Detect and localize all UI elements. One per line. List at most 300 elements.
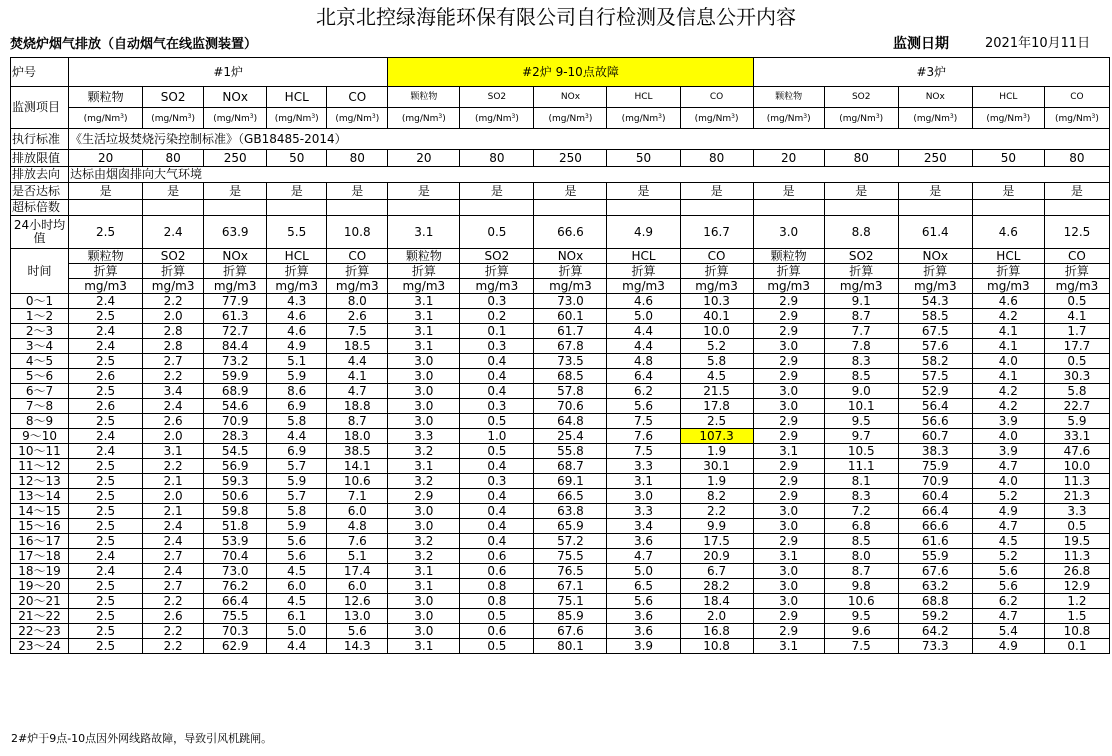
time-label: 时间 <box>11 249 69 294</box>
unit-suffix: ) <box>191 114 196 124</box>
exceed-multiple-value <box>680 200 753 216</box>
hour-value: 2.0 <box>680 609 753 624</box>
hourly-unit-label: mg/m3 <box>972 279 1044 294</box>
exceed-multiple-value <box>388 200 460 216</box>
hour-value: 1.9 <box>680 444 753 459</box>
limit-value: 50 <box>607 150 680 167</box>
hour-value: 38.3 <box>898 444 972 459</box>
pollutant-header: NOx <box>534 87 607 108</box>
hourly-pollutant-header: CO <box>327 249 388 264</box>
hour-value: 6.0 <box>267 579 327 594</box>
limit-value: 20 <box>753 150 824 167</box>
compliant-value: 是 <box>69 183 143 200</box>
hour-value: 5.8 <box>1044 384 1109 399</box>
hour-value: 8.5 <box>824 369 898 384</box>
hour-label: 7～8 <box>11 399 69 414</box>
hour-value: 4.5 <box>267 594 327 609</box>
hour-value: 2.1 <box>143 504 204 519</box>
hour-value: 1.0 <box>460 429 534 444</box>
limit-value: 20 <box>388 150 460 167</box>
hour-value: 4.4 <box>607 324 680 339</box>
hour-value: 14.1 <box>327 459 388 474</box>
exceed-multiple-value <box>607 200 680 216</box>
hour-value: 8.2 <box>680 489 753 504</box>
hour-value: 3.2 <box>388 534 460 549</box>
hour-value: 75.9 <box>898 459 972 474</box>
hour-value: 4.9 <box>267 339 327 354</box>
pollutant-header: CO <box>327 87 388 108</box>
hour-label: 2～3 <box>11 324 69 339</box>
hour-label: 9～10 <box>11 429 69 444</box>
hour-row <box>11 369 1110 384</box>
hour-value: 0.1 <box>1044 639 1109 654</box>
hour-value: 61.7 <box>534 324 607 339</box>
hour-value: 67.1 <box>534 579 607 594</box>
unit-label <box>267 108 327 129</box>
limit-value: 80 <box>680 150 753 167</box>
hour-value: 5.0 <box>607 564 680 579</box>
avg24-value: 2.5 <box>69 216 143 249</box>
pollutant-header: 颗粒物 <box>388 87 460 108</box>
hour-label: 10～11 <box>11 444 69 459</box>
hour-value: 40.1 <box>680 309 753 324</box>
hour-value: 2.6 <box>327 309 388 324</box>
hour-row <box>11 384 1110 399</box>
hour-value: 4.6 <box>267 309 327 324</box>
hourly-unit-label: mg/m3 <box>1044 279 1109 294</box>
unit-exponent: 3 <box>438 113 443 120</box>
hour-value: 0.5 <box>460 444 534 459</box>
unit-suffix: ) <box>879 114 884 124</box>
hour-value: 2.8 <box>143 339 204 354</box>
hour-value: 3.0 <box>388 399 460 414</box>
hour-value: 2.5 <box>69 474 143 489</box>
hour-value: 3.6 <box>607 609 680 624</box>
hour-value: 4.6 <box>972 294 1044 309</box>
pollutant-header: CO <box>1044 87 1109 108</box>
unit-exponent: 3 <box>511 113 516 120</box>
hour-value: 20.9 <box>680 549 753 564</box>
hour-value: 2.5 <box>680 414 753 429</box>
hourly-unit-label: mg/m3 <box>824 279 898 294</box>
hour-value: 21.5 <box>680 384 753 399</box>
unit-prefix: (mg/Nm <box>766 114 804 124</box>
hour-value: 57.6 <box>898 339 972 354</box>
hour-value: 8.0 <box>824 549 898 564</box>
hour-value: 66.4 <box>204 594 267 609</box>
hour-row <box>11 594 1110 609</box>
hour-value: 2.4 <box>69 339 143 354</box>
hour-value: 0.4 <box>460 459 534 474</box>
hour-row <box>11 504 1110 519</box>
hour-value: 0.3 <box>460 294 534 309</box>
hour-value: 2.9 <box>753 534 824 549</box>
unit-prefix: (mg/Nm <box>986 114 1023 124</box>
report-title: 北京北控绿海能环保有限公司自行检测及信息公开内容 <box>316 5 796 29</box>
hour-value: 3.1 <box>388 294 460 309</box>
avg24-value: 16.7 <box>680 216 753 249</box>
hour-value: 3.0 <box>607 489 680 504</box>
exceed-multiple-value <box>460 200 534 216</box>
exceed-multiple-value <box>898 200 972 216</box>
hour-value: 69.1 <box>534 474 607 489</box>
limit-value: 80 <box>824 150 898 167</box>
avg24-value: 8.8 <box>824 216 898 249</box>
limit-value: 50 <box>267 150 327 167</box>
hour-value: 5.9 <box>267 474 327 489</box>
hour-value: 73.0 <box>534 294 607 309</box>
compliant-value: 是 <box>204 183 267 200</box>
hourly-unit-label: mg/m3 <box>607 279 680 294</box>
footnote: 2#炉于9点-10点因外网线路故障，导致引风机跳闸。 <box>11 732 273 745</box>
avg24-value: 63.9 <box>204 216 267 249</box>
hour-value: 0.4 <box>460 369 534 384</box>
hour-value: 0.5 <box>460 609 534 624</box>
hourly-unit-label: mg/m3 <box>460 279 534 294</box>
hour-value: 3.0 <box>753 594 824 609</box>
hour-label: 5～6 <box>11 369 69 384</box>
hour-value: 7.5 <box>607 414 680 429</box>
pollutant-header: SO2 <box>824 87 898 108</box>
hour-value: 3.1 <box>607 474 680 489</box>
hour-value: 4.2 <box>972 399 1044 414</box>
hourly-unit-label: mg/m3 <box>898 279 972 294</box>
hourly-unit-label: mg/m3 <box>680 279 753 294</box>
standard-text: 《生活垃圾焚烧污染控制标准》（GB18485-2014） <box>69 129 1110 150</box>
hour-value: 80.1 <box>534 639 607 654</box>
hour-value: 3.0 <box>753 384 824 399</box>
hour-value: 51.8 <box>204 519 267 534</box>
hour-value: 60.4 <box>898 489 972 504</box>
compliant-value: 是 <box>534 183 607 200</box>
hour-value: 60.7 <box>898 429 972 444</box>
hour-value: 22.7 <box>1044 399 1109 414</box>
destination-text: 达标由烟囱排向大气环境 <box>69 167 1110 183</box>
compliant-value: 是 <box>824 183 898 200</box>
hour-value: 11.1 <box>824 459 898 474</box>
hour-value: 0.5 <box>460 414 534 429</box>
unit-exponent: 3 <box>803 113 808 120</box>
hour-value: 85.9 <box>534 609 607 624</box>
pollutant-header: SO2 <box>460 87 534 108</box>
hour-value: 56.6 <box>898 414 972 429</box>
hour-value: 3.4 <box>607 519 680 534</box>
hourly-pollutant-header: CO <box>680 249 753 264</box>
unit-label <box>607 108 680 129</box>
hourly-conv-row <box>11 264 1110 279</box>
hour-label: 12～13 <box>11 474 69 489</box>
exceedance-value: 107.3 <box>680 429 753 444</box>
hour-value: 4.1 <box>972 339 1044 354</box>
hour-value: 9.0 <box>824 384 898 399</box>
hour-value: 3.0 <box>753 339 824 354</box>
hourly-unit-row <box>11 279 1110 294</box>
hourly-pollutant-header: HCL <box>267 249 327 264</box>
hourly-pollutant-header: CO <box>1044 249 1109 264</box>
hour-value: 8.6 <box>267 384 327 399</box>
pollutant-header: 颗粒物 <box>69 87 143 108</box>
hour-value: 3.0 <box>388 624 460 639</box>
unit-label <box>143 108 204 129</box>
unit-exponent: 3 <box>1022 113 1027 120</box>
conversion-label: 折算 <box>204 264 267 279</box>
hour-value: 4.1 <box>972 324 1044 339</box>
hour-value: 9.6 <box>824 624 898 639</box>
limit-value: 80 <box>460 150 534 167</box>
unit-label <box>534 108 607 129</box>
unit-exponent: 3 <box>875 113 880 120</box>
exceed-multiple-value <box>327 200 388 216</box>
hour-value: 7.5 <box>327 324 388 339</box>
hour-row <box>11 339 1110 354</box>
hour-value: 2.4 <box>143 519 204 534</box>
hour-value: 2.6 <box>69 369 143 384</box>
unit-exponent: 3 <box>658 113 662 120</box>
furnace-label: 炉号 <box>11 58 69 87</box>
hour-value: 0.8 <box>460 579 534 594</box>
hour-value: 10.1 <box>824 399 898 414</box>
hour-value: 56.9 <box>204 459 267 474</box>
hour-row <box>11 354 1110 369</box>
hour-value: 77.9 <box>204 294 267 309</box>
hour-label: 18～19 <box>11 564 69 579</box>
avg24-value: 10.8 <box>327 216 388 249</box>
hour-value: 68.9 <box>204 384 267 399</box>
hour-value: 4.8 <box>327 519 388 534</box>
hour-row <box>11 294 1110 309</box>
hour-value: 75.5 <box>204 609 267 624</box>
hour-value: 59.2 <box>898 609 972 624</box>
avg24-value: 12.5 <box>1044 216 1109 249</box>
hour-value: 2.5 <box>69 504 143 519</box>
hour-value: 2.6 <box>143 609 204 624</box>
unit-label <box>972 108 1044 129</box>
compliant-value: 是 <box>460 183 534 200</box>
hour-value: 2.4 <box>143 534 204 549</box>
hour-label: 6～7 <box>11 384 69 399</box>
conversion-label: 折算 <box>972 264 1044 279</box>
unit-label <box>1044 108 1109 129</box>
hour-value: 67.8 <box>534 339 607 354</box>
hour-value: 2.9 <box>753 489 824 504</box>
hour-value: 58.2 <box>898 354 972 369</box>
hour-value: 3.1 <box>753 444 824 459</box>
compliant-value: 是 <box>753 183 824 200</box>
unit-exponent: 3 <box>371 113 376 120</box>
hour-value: 5.6 <box>972 579 1044 594</box>
hour-value: 4.2 <box>972 309 1044 324</box>
hour-value: 4.4 <box>267 429 327 444</box>
avg24-value: 3.0 <box>753 216 824 249</box>
hour-value: 54.6 <box>204 399 267 414</box>
hour-value: 4.5 <box>680 369 753 384</box>
pollutant-header: HCL <box>607 87 680 108</box>
hour-value: 6.2 <box>972 594 1044 609</box>
hour-value: 3.2 <box>388 474 460 489</box>
hour-value: 67.6 <box>534 624 607 639</box>
hour-value: 3.0 <box>388 369 460 384</box>
hour-value: 1.5 <box>1044 609 1109 624</box>
hour-value: 38.5 <box>327 444 388 459</box>
hour-value: 5.9 <box>1044 414 1109 429</box>
pollutant-name-row <box>11 87 1110 108</box>
conversion-label: 折算 <box>388 264 460 279</box>
limit-value: 250 <box>534 150 607 167</box>
unit-suffix: ) <box>515 114 519 124</box>
hour-label: 22～23 <box>11 624 69 639</box>
hour-value: 3.2 <box>388 444 460 459</box>
hour-row <box>11 429 1110 444</box>
unit-label <box>327 108 388 129</box>
unit-prefix: (mg/Nm <box>474 114 512 124</box>
hour-value: 54.3 <box>898 294 972 309</box>
standard-label: 执行标准 <box>11 129 69 150</box>
hour-value: 59.3 <box>204 474 267 489</box>
avg24-value: 2.4 <box>143 216 204 249</box>
hour-value: 28.3 <box>204 429 267 444</box>
hour-value: 10.8 <box>1044 624 1109 639</box>
hour-value: 7.7 <box>824 324 898 339</box>
pollutant-header: HCL <box>267 87 327 108</box>
hour-value: 68.7 <box>534 459 607 474</box>
hour-value: 2.9 <box>753 354 824 369</box>
hour-value: 3.9 <box>972 414 1044 429</box>
compliant-value: 是 <box>267 183 327 200</box>
hour-value: 7.8 <box>824 339 898 354</box>
hour-value: 10.3 <box>680 294 753 309</box>
unit-row <box>11 108 1110 129</box>
emission-table <box>10 57 1110 654</box>
hour-row <box>11 459 1110 474</box>
hour-value: 2.0 <box>143 489 204 504</box>
hour-row <box>11 624 1110 639</box>
date-label: 监测日期 <box>893 36 949 52</box>
hour-value: 3.0 <box>753 399 824 414</box>
hour-value: 2.5 <box>69 624 143 639</box>
hour-value: 68.8 <box>898 594 972 609</box>
hour-value: 8.3 <box>824 489 898 504</box>
conversion-label: 折算 <box>1044 264 1109 279</box>
hour-value: 5.6 <box>267 534 327 549</box>
pollutant-header: SO2 <box>143 87 204 108</box>
conversion-label: 折算 <box>824 264 898 279</box>
hour-value: 8.7 <box>327 414 388 429</box>
hour-value: 25.4 <box>534 429 607 444</box>
limit-value: 80 <box>327 150 388 167</box>
hour-value: 2.5 <box>69 309 143 324</box>
avg24-value: 4.6 <box>972 216 1044 249</box>
hour-label: 19～20 <box>11 579 69 594</box>
unit-suffix: ) <box>375 114 380 124</box>
exceed-multiple-value <box>204 200 267 216</box>
hour-value: 18.5 <box>327 339 388 354</box>
hour-value: 0.6 <box>460 624 534 639</box>
hourly-pollutant-header: NOx <box>204 249 267 264</box>
hour-value: 2.2 <box>143 594 204 609</box>
hour-value: 3.0 <box>388 519 460 534</box>
unit-prefix: (mg/Nm <box>213 114 250 124</box>
unit-exponent: 3 <box>187 113 192 120</box>
hour-value: 3.1 <box>143 444 204 459</box>
hour-value: 3.1 <box>388 309 460 324</box>
hour-value: 3.2 <box>388 549 460 564</box>
exceed-multiple-value <box>143 200 204 216</box>
hourly-pollutant-header: SO2 <box>143 249 204 264</box>
hour-value: 30.1 <box>680 459 753 474</box>
hour-value: 2.6 <box>143 414 204 429</box>
hour-value: 73.3 <box>898 639 972 654</box>
unit-suffix: ) <box>442 114 446 124</box>
hour-value: 10.6 <box>824 594 898 609</box>
limit-label: 排放限值 <box>11 150 69 167</box>
hour-value: 2.5 <box>69 534 143 549</box>
hour-value: 3.0 <box>388 609 460 624</box>
hour-value: 4.2 <box>972 384 1044 399</box>
hour-value: 5.9 <box>267 519 327 534</box>
exceed-multiple-value <box>972 200 1044 216</box>
limit-value: 80 <box>1044 150 1109 167</box>
hour-value: 64.8 <box>534 414 607 429</box>
hour-value: 72.7 <box>204 324 267 339</box>
hour-value: 3.0 <box>388 354 460 369</box>
hour-value: 53.9 <box>204 534 267 549</box>
unit-prefix: (mg/Nm <box>335 114 372 124</box>
exceed-multiple-row <box>11 200 1110 216</box>
hour-value: 67.6 <box>898 564 972 579</box>
hour-value: 4.6 <box>267 324 327 339</box>
hour-value: 2.5 <box>69 384 143 399</box>
hour-value: 54.5 <box>204 444 267 459</box>
unit-prefix: (mg/Nm <box>621 114 659 124</box>
hour-value: 0.3 <box>460 474 534 489</box>
compliant-label: 是否达标 <box>11 183 69 200</box>
hour-value: 4.7 <box>607 549 680 564</box>
hour-value: 75.5 <box>534 549 607 564</box>
hour-value: 0.2 <box>460 309 534 324</box>
hour-value: 0.5 <box>460 639 534 654</box>
hour-value: 5.1 <box>327 549 388 564</box>
hour-value: 70.9 <box>898 474 972 489</box>
unit-exponent: 3 <box>311 113 316 120</box>
unit-exponent: 3 <box>731 113 735 120</box>
hour-value: 8.1 <box>824 474 898 489</box>
hour-value: 10.6 <box>327 474 388 489</box>
hour-value: 5.6 <box>327 624 388 639</box>
hourly-pollutant-row <box>11 249 1110 264</box>
hour-value: 66.5 <box>534 489 607 504</box>
unit-exponent: 3 <box>1091 113 1096 120</box>
hour-value: 73.5 <box>534 354 607 369</box>
exceed-multiple-label: 超标倍数 <box>11 200 69 216</box>
pollutant-header: HCL <box>972 87 1044 108</box>
hour-value: 0.4 <box>460 354 534 369</box>
hour-value: 0.5 <box>1044 519 1109 534</box>
unit-prefix: (mg/Nm <box>274 114 312 124</box>
hour-value: 2.5 <box>69 579 143 594</box>
hour-value: 58.5 <box>898 309 972 324</box>
hour-value: 4.7 <box>327 384 388 399</box>
unit-prefix: (mg/Nm <box>1055 114 1092 124</box>
hour-row <box>11 414 1110 429</box>
hour-value: 66.6 <box>898 519 972 534</box>
hour-value: 2.5 <box>69 414 143 429</box>
hour-row <box>11 639 1110 654</box>
exceed-multiple-value <box>267 200 327 216</box>
hour-value: 2.9 <box>753 459 824 474</box>
pollutant-header: NOx <box>204 87 267 108</box>
conversion-label: 折算 <box>267 264 327 279</box>
hour-value: 4.9 <box>972 504 1044 519</box>
